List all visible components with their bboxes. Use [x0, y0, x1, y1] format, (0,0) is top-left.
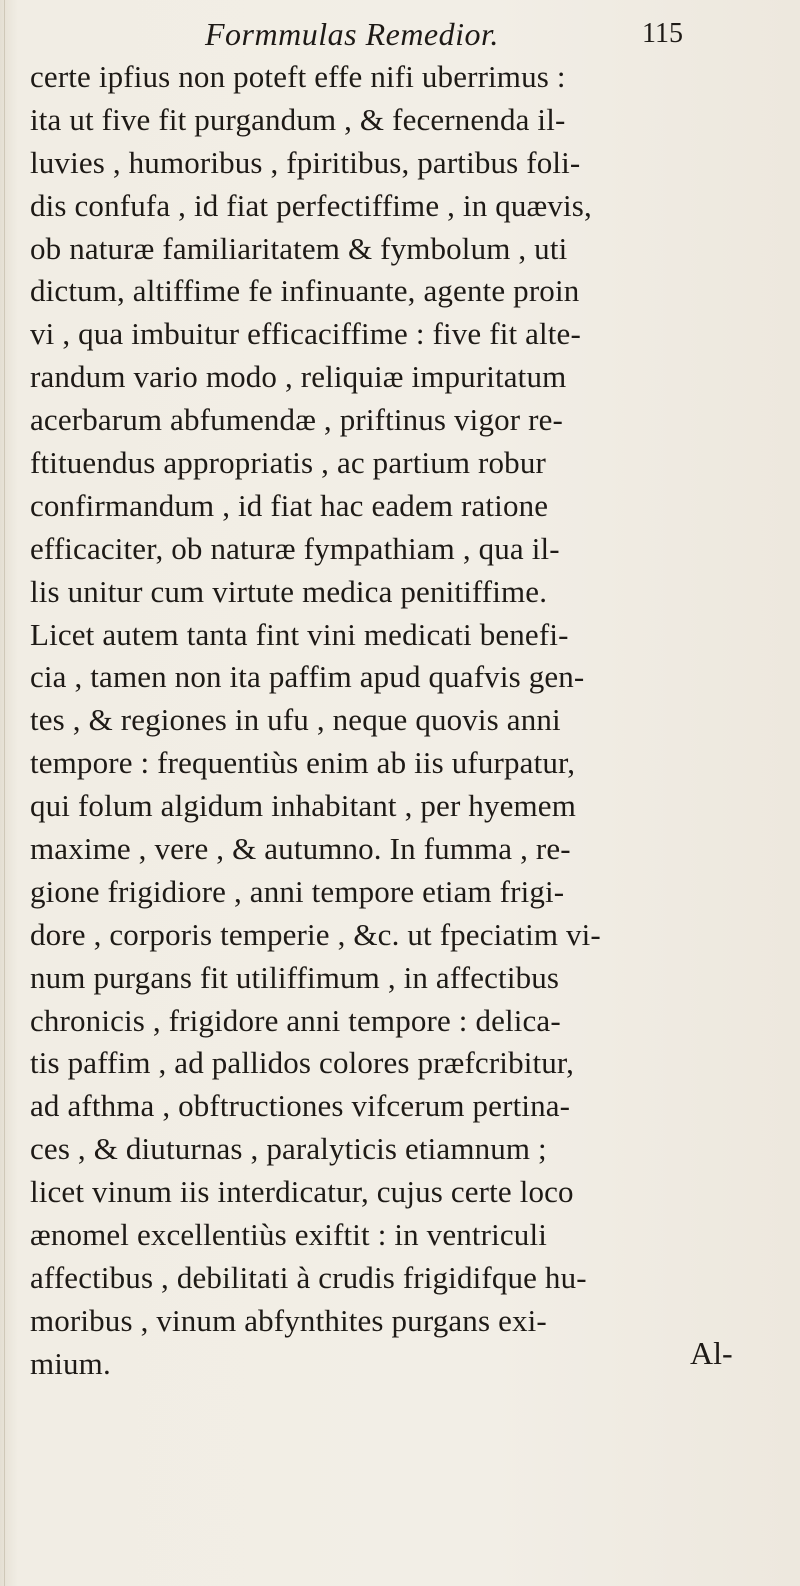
text-line: acerbarum abfumendæ , priftinus vigor re- [30, 402, 563, 438]
body-text [30, 56, 790, 1386]
text-line: efficaciter, ob naturæ fympathiam , qua il- [30, 530, 560, 566]
running-title: Formmulas Remedior. [205, 16, 499, 52]
page-gutter-edge [4, 0, 5, 1586]
page-number: 115 [642, 18, 683, 49]
text-line: dictum, altiffime fe infinuante, agente proin [30, 273, 580, 309]
text-line: ftituendus appropriatis , ac partium robur [30, 445, 546, 481]
text-line: ces , & diuturnas , paralyticis etiamnum ; [30, 1131, 547, 1167]
text-line: Licet autem tanta fint vini medicati benefi- [30, 616, 569, 652]
text-line: dore , corporis temperie , &c. ut fpeciatim vi- [30, 916, 601, 952]
text-line: ob naturæ familiaritatem & fymbolum , uti [30, 230, 568, 266]
running-head [205, 14, 765, 54]
text-line: ita ut five fit purgandum , & fecernenda il- [30, 101, 566, 137]
text-line: qui folum algidum inhabitant , per hyemem [30, 788, 576, 824]
text-line: ad afthma , obftructiones vifcerum pertina- [30, 1088, 571, 1124]
text-line: confirmandum , id fiat hac eadem ratione [30, 487, 549, 523]
catchword: Al- [690, 1335, 733, 1371]
text-line: moribus , vinum abfynthites purgans exi- [30, 1302, 547, 1338]
text-line: licet vinum iis interdicatur, cujus certe loco [30, 1174, 574, 1210]
text-line: mium. [30, 1345, 111, 1381]
text-line: tempore : frequentiùs enim ab iis ufurpatur, [30, 745, 576, 781]
text-line: cia , tamen non ita paffim apud quafvis gen- [30, 659, 585, 695]
text-line: randum vario modo , reliquiæ impuritatum [30, 359, 567, 395]
text-line: chronicis , frigidore anni tempore : delica- [30, 1002, 561, 1038]
text-line: lis unitur cum virtute medica penitiffime. [30, 573, 548, 609]
text-line: dis confufa , id fiat perfectiffime , in quævis, [30, 187, 592, 223]
text-line: tis paffim , ad pallidos colores præfcribitur, [30, 1045, 575, 1081]
text-line: vi , qua imbuitur efficaciffime : five fit alte- [30, 316, 581, 352]
text-line: ænomel excellentiùs exiftit : in ventriculi [30, 1217, 547, 1253]
text-line: tes , & regiones in ufu , neque quovis anni [30, 702, 561, 738]
text-line: num purgans fit utiliffimum , in affectibus [30, 959, 560, 995]
text-line: gione frigidiore , anni tempore etiam frigi- [30, 873, 565, 909]
text-line: certe ipfius non poteft effe nifi uberrimus : [30, 59, 566, 94]
text-line: luvies , humoribus , fpiritibus, partibus foli- [30, 144, 581, 180]
text-line: maxime , vere , & autumno. In fumma , re- [30, 831, 571, 867]
text-line: affectibus , debilitati à crudis frigidifque hu- [30, 1259, 587, 1295]
